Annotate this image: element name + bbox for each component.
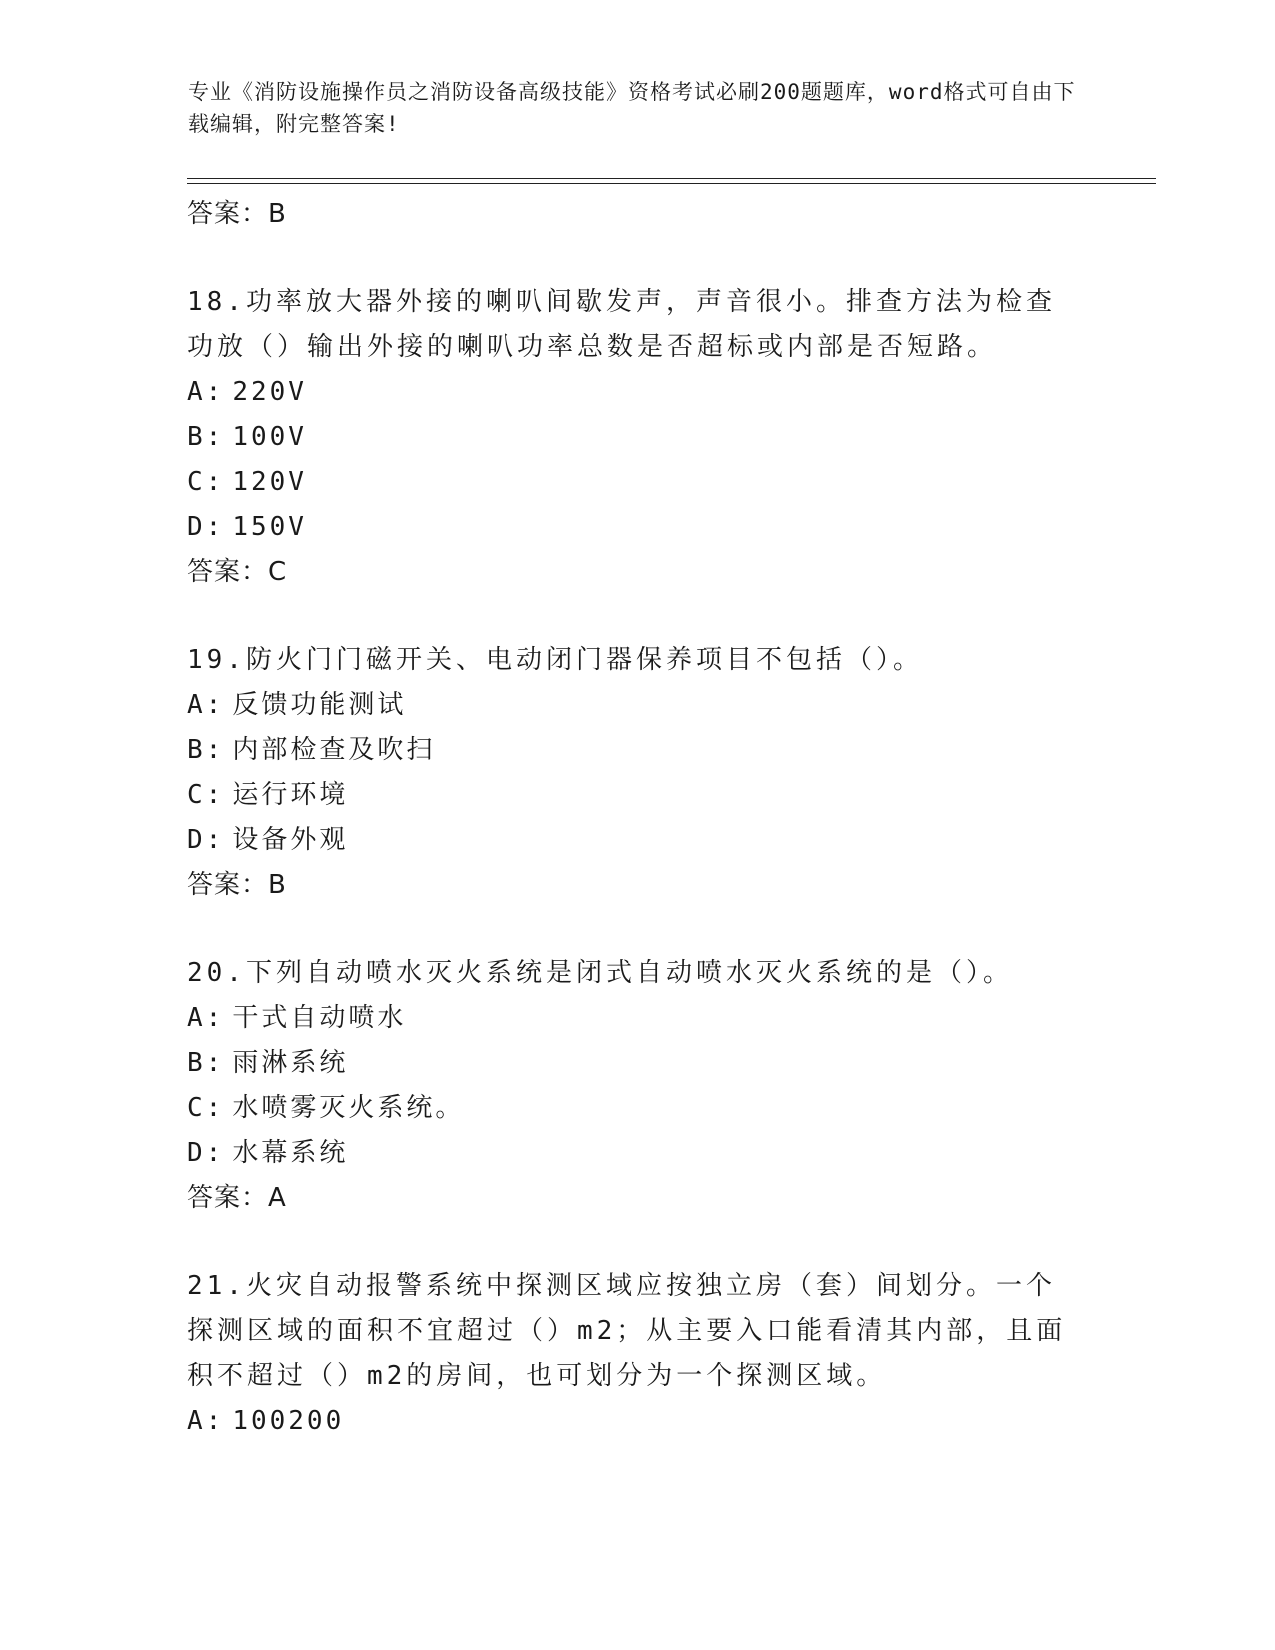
option-c [187, 1086, 1087, 1131]
option-letter: D: [187, 825, 225, 855]
answer-line: 答案：C [187, 557, 288, 587]
option-letter: B: [187, 1048, 225, 1078]
option-text: 100200 [232, 1406, 345, 1436]
option-text: 雨淋系统 [232, 1048, 349, 1078]
header-divider-bottom [187, 183, 1156, 184]
answer-line: 答案：A [187, 1183, 287, 1213]
answer-line: 答案：B [187, 199, 287, 229]
option-text: 水喷雾灭火系统。 [232, 1093, 465, 1123]
question-18 [187, 280, 1087, 594]
option-a [187, 1399, 1087, 1444]
option-letter: C: [187, 780, 225, 810]
option-a [187, 683, 1087, 728]
question-list [187, 192, 1087, 1444]
question-text: 19.防火门门磁开关、电动闭门器保养项目不包括（）。 [187, 645, 923, 675]
question-21 [187, 1264, 1087, 1444]
question-text: 20.下列自动喷水灭火系统是闭式自动喷水灭火系统的是（）。 [187, 958, 1013, 988]
option-text: 内部检查及吹扫 [232, 735, 436, 765]
option-a [187, 996, 1087, 1041]
option-letter: C: [187, 467, 225, 497]
answer-line: 答案：B [187, 870, 287, 900]
option-text: 设备外观 [232, 825, 349, 855]
option-letter: A: [187, 1003, 225, 1033]
question-text: 18.功率放大器外接的喇叭间歇发声，声音很小。排查方法为检查功放（）输出外接的喇叭功率总数是否超标或内部是否短路。 [187, 287, 1056, 362]
option-text: 干式自动喷水 [232, 1003, 407, 1033]
document-header [188, 76, 1088, 140]
option-text: 100V [232, 422, 307, 452]
question-text: 21.火灾自动报警系统中探测区域应按独立房（套）间划分。一个探测区域的面积不宜超过（）m2；从主要入口能看清其内部，且面积不超过（）m2的房间，也可划分为一个探测区域。 [187, 1271, 1067, 1391]
option-letter: A: [187, 1406, 225, 1436]
option-letter: B: [187, 735, 225, 765]
option-letter: D: [187, 1138, 225, 1168]
option-letter: A: [187, 690, 225, 720]
option-letter: B: [187, 422, 225, 452]
option-letter: C: [187, 1093, 225, 1123]
option-c [187, 773, 1087, 818]
option-letter: A: [187, 377, 225, 407]
option-letter: D: [187, 512, 225, 542]
option-b [187, 728, 1087, 773]
option-a [187, 370, 1087, 415]
option-d [187, 818, 1087, 863]
option-d [187, 505, 1087, 550]
header-divider-top [187, 178, 1156, 179]
option-text: 150V [232, 512, 307, 542]
option-c [187, 460, 1087, 505]
option-text: 220V [232, 377, 307, 407]
option-text: 水幕系统 [232, 1138, 349, 1168]
option-b [187, 415, 1087, 460]
option-text: 120V [232, 467, 307, 497]
option-text: 反馈功能测试 [232, 690, 407, 720]
option-text: 运行环境 [232, 780, 349, 810]
question-20 [187, 951, 1087, 1220]
option-b [187, 1041, 1087, 1086]
option-d [187, 1131, 1087, 1176]
header-text: 专业《消防设施操作员之消防设备高级技能》资格考试必刷200题题库，word格式可自由下载编辑，附完整答案! [188, 80, 1076, 136]
question-19 [187, 638, 1087, 907]
